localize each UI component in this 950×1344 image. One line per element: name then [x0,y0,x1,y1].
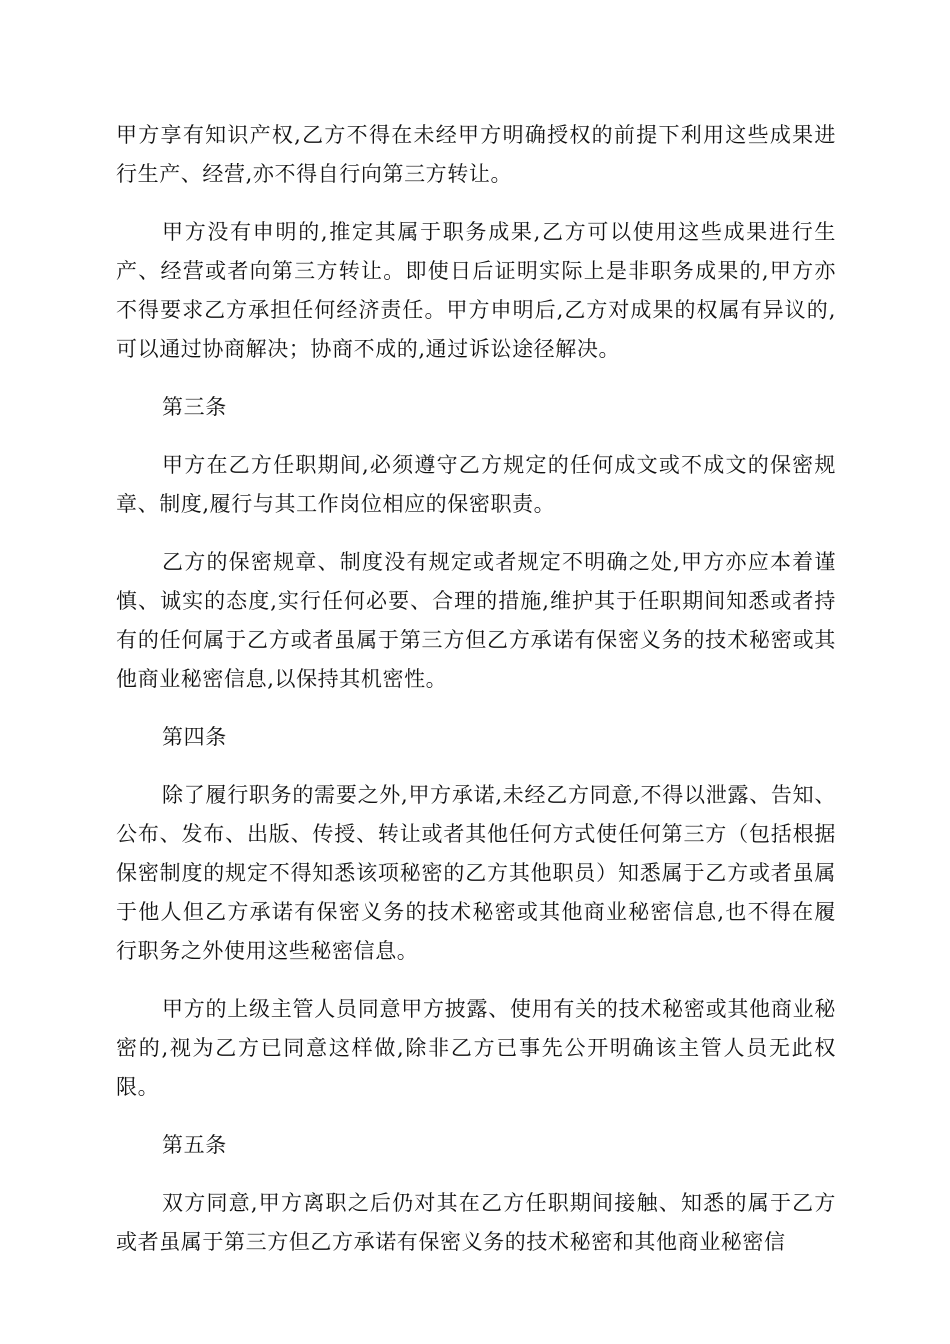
paragraph-supervisor-consent: 甲方的上级主管人员同意甲方披露、使用有关的技术秘密或其他商业秘密的,视为乙方已同意这样做,除非乙方已事先公开明确该主管人员无此权限。 [116,997,836,1099]
document-body [116,116,836,1281]
paragraph-nondisclosure: 除了履行职务的需要之外,甲方承诺,未经乙方同意,不得以泄露、告知、公布、发布、出版、传授、转让或者其他任何方式使任何第三方（包括根据保密制度的规定不得知悉该项秘密的乙方其他职员）知悉属于乙方或者虽属于他人但乙方承诺有保密义务的技术秘密或其他商业秘密信息,也不得在履行职务之外使用这些秘密信息。 [116,783,836,963]
article-heading-4: 第四条 [162,725,227,749]
paragraph-confidential-rules: 甲方在乙方任职期间,必须遵守乙方规定的任何成文或不成文的保密规章、制度,履行与其工作岗位相应的保密职责。 [116,453,836,516]
paragraph-ip-rights: 甲方享有知识产权,乙方不得在未经甲方明确授权的前提下利用这些成果进行生产、经营,亦不得自行向第三方转让。 [116,123,836,186]
paragraph-undeclared-results: 甲方没有申明的,推定其属于职务成果,乙方可以使用这些成果进行生产、经营或者向第三方转让。即使日后证明实际上是非职务成果的,甲方亦不得要求乙方承担任何经济责任。甲方申明后,乙方对成果的权属有异议的,可以通过协商解决；协商不成的,通过诉讼途径解决。 [116,220,836,361]
paragraph-post-employment: 双方同意,甲方离职之后仍对其在乙方任职期间接触、知悉的属于乙方或者虽属于第三方但乙方承诺有保密义务的技术秘密和其他商业秘密信 [116,1191,836,1254]
article-heading-3: 第三条 [162,395,227,419]
paragraph-reasonable-measures: 乙方的保密规章、制度没有规定或者规定不明确之处,甲方亦应本着谨慎、诚实的态度,实行任何必要、合理的措施,维护其于任职期间知悉或者持有的任何属于乙方或者虽属于第三方但乙方承诺有保密义务的技术秘密或其他商业秘密信息,以保持其机密性。 [116,550,836,691]
article-heading-5: 第五条 [162,1133,227,1157]
